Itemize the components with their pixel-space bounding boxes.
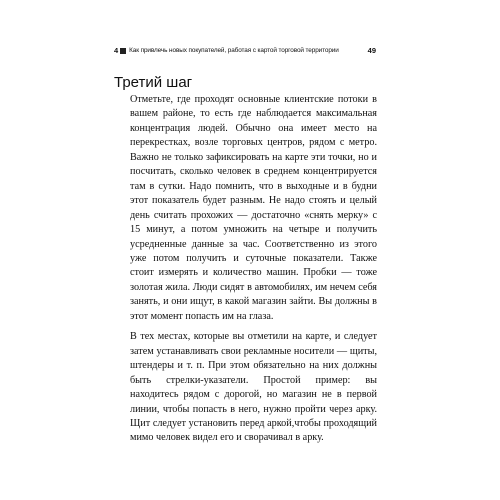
running-header: [114, 44, 376, 58]
chapter-title: Как привлечь новых покупателей, работая с картой торговой территории: [129, 47, 339, 54]
paragraph: В тех местах, которые вы отметили на карте, и следует затем устанавливать свои рекламные носители — щиты, штендеры и т. п. При этом обязательно на них должны быть стрелки-указатели. Простой пример: вы находитесь рядом с дорогой, но магазин не в первой линии, чтобы попасть в него, нужно пройти через арку. Щит следует установить перед аркой,чтобы проходящий мимо человек видел его и сворачивал в арку.: [130, 331, 377, 444]
paragraph: Отметьте, где проходят основные клиентские потоки в вашем районе, то есть где наблюдается максимальная концентрация людей. Обычно она имеет место на перекрестках, возле торговых центров, рядом с метро. Важно не только зафиксировать на карте эти точки, но и посчитать, сколько человек в среднем концентрируется там в сутки. Надо помнить, что в выходные и в будни этот показатель будет разным. Не надо стоять и целый день считать прохожих — достаточно «снять мерку» с 15 минут, а потом умножить на четыре и получить усредненные данные за час. Соответственно из этого уже потом получить и суточные показатели. Также стоит измерять и количество машин. Пробки — тоже золотая жила. Люди сидят в автомобилях, им нечем себя занять, и они ищут, в какой магазин зайти. Вы должны в этот момент попасть им на глаза.: [130, 94, 377, 322]
section-title: Третий шаг: [114, 74, 193, 91]
page-number: 49: [367, 46, 376, 55]
square-bullet-icon: [120, 48, 126, 54]
chapter-number: 4: [114, 46, 119, 55]
body-text: [130, 93, 377, 452]
